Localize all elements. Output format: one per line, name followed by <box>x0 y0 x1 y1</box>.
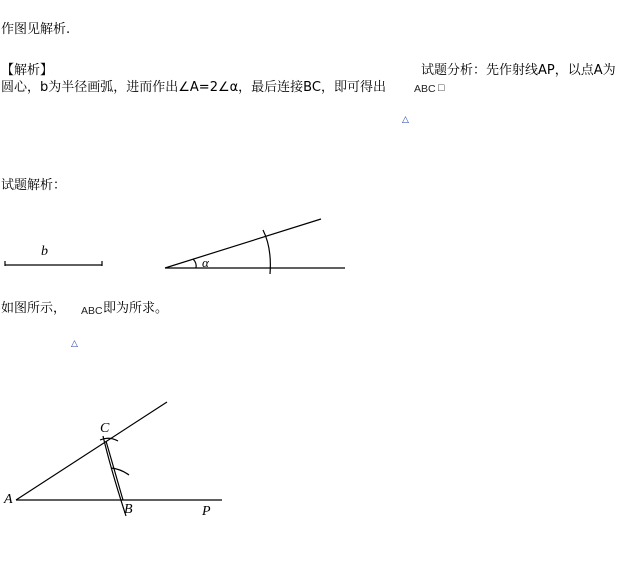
point-c-label: C <box>100 421 110 436</box>
solution-triangle-symbol: △ <box>71 339 78 349</box>
angle-alpha-label: α <box>202 255 209 270</box>
analysis-heading: 【解析】 <box>1 63 54 78</box>
answer-text: 作图见解析. <box>1 22 71 37</box>
arc-radius-b <box>103 436 126 516</box>
solution-conclusion-prefix: 如图所示， <box>1 301 67 316</box>
segment-b-label: b <box>41 244 48 259</box>
analysis-box: □ <box>438 82 445 94</box>
analysis-line1-right: 试题分析：先作射线AP，以点A为 <box>421 63 616 78</box>
point-a-label: A <box>4 492 13 507</box>
point-p-label: P <box>202 504 211 519</box>
analysis-abc: ABC <box>414 83 436 95</box>
solution-abc: ABC <box>81 305 103 317</box>
ray-from-a <box>16 402 167 500</box>
solution-heading: 试题解析： <box>1 178 67 193</box>
analysis-line2: 圆心，b为半径画弧，进而作出∠A=2∠α，最后连接BC，即可得出 <box>1 80 386 95</box>
point-b-label: B <box>124 502 133 517</box>
analysis-triangle-symbol: △ <box>402 115 409 125</box>
solution-conclusion-suffix: 即为所求。 <box>103 301 169 316</box>
